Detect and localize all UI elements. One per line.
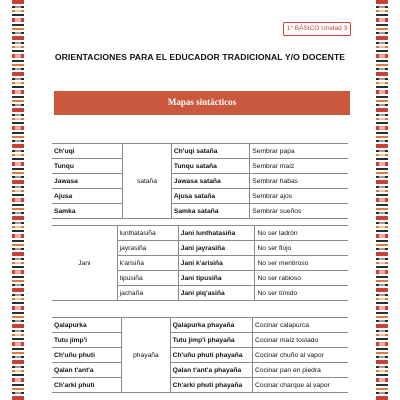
shared-verb: phayaña [122,318,170,393]
meaning: No ser ladrón [255,226,348,241]
combined-phrase: Jani jayrasiña [178,241,255,256]
combined-phrase: Samka sataña [171,204,249,219]
syntactic-map-table-2 [52,225,348,301]
syntactic-map-table-1 [52,143,348,219]
meaning: No ser mentiroso [255,256,348,271]
unit-badge: 1° BÁSICO Unidad 3 [283,22,351,36]
base-word: Ajusa [52,189,123,204]
combined-phrase: Tunqu sataña [171,159,249,174]
decorative-border-right [376,0,388,400]
combined-phrase: Qalan t'ant'a phayaña [170,363,252,378]
combined-phrase: Jani k'arisiña [178,256,255,271]
base-word: Ch'uñu phuti [52,348,122,363]
meaning: Cocinar pan en piedra [253,363,348,378]
combined-phrase: Tutu jimp'i phayaña [170,333,252,348]
table-row [52,144,348,159]
suffix-word: jachaña [117,286,178,301]
table-row [52,189,348,204]
combined-phrase: Jani tipusiña [178,271,255,286]
table-row [52,378,348,393]
base-word: Ch'uqi [52,144,123,159]
decorative-border-left [12,0,24,400]
meaning: Sembrar maíz [250,159,348,174]
table-row [52,226,348,241]
base-word: Samka [52,204,123,219]
combined-phrase: Jawasa sataña [171,174,249,189]
table-row [52,333,348,348]
meaning: Cocinar chuño al vapor [253,348,348,363]
combined-phrase: Ch'uqi sataña [171,144,249,159]
table-row [52,204,348,219]
meaning: Cocinar charque al vapor [253,378,348,393]
table-row [52,159,348,174]
base-word: Jawasa [52,174,123,189]
suffix-word: jayrasiña [117,241,178,256]
syntactic-map-table-3 [52,317,348,393]
combined-phrase: Jani piq'asiña [178,286,255,301]
table-row [52,318,348,333]
table-row [52,174,348,189]
base-word: Qalan t'ant'a [52,363,122,378]
combined-phrase: Qalapurka phayaña [170,318,252,333]
base-word: Tunqu [52,159,123,174]
combined-phrase: Ch'uñu phuti phayaña [170,348,252,363]
meaning: Sembrar habas [250,174,348,189]
shared-word: Jani [52,226,117,301]
suffix-word: k'arisiña [117,256,178,271]
base-word: Ch'arki phuti [52,378,122,393]
page-title: ORIENTACIONES PARA EL EDUCADOR TRADICIONAL Y/O DOCENTE [54,52,346,62]
combined-phrase: Ch'arki phuti phayaña [170,378,252,393]
table-row [52,363,348,378]
meaning: Sembrar sueños [250,204,348,219]
combined-phrase: Ajusa sataña [171,189,249,204]
meaning: No ser tímido [255,286,348,301]
meaning: No ser rabioso [255,271,348,286]
meaning: Sembrar ajos [250,189,348,204]
combined-phrase: Jani lunthatasiña [178,226,255,241]
shared-verb: sataña [123,144,172,219]
suffix-word: lunthatasiña [117,226,178,241]
section-banner: Mapas sintácticos [54,91,350,115]
base-word: Qalapurka [52,318,122,333]
meaning: Cocinar maíz tostado [253,333,348,348]
meaning: Cocinar calapurca [253,318,348,333]
suffix-word: tipusiña [117,271,178,286]
meaning: Sembrar papa [250,144,348,159]
meaning: No ser flojo [255,241,348,256]
table-row [52,348,348,363]
base-word: Tutu jimp'i [52,333,122,348]
